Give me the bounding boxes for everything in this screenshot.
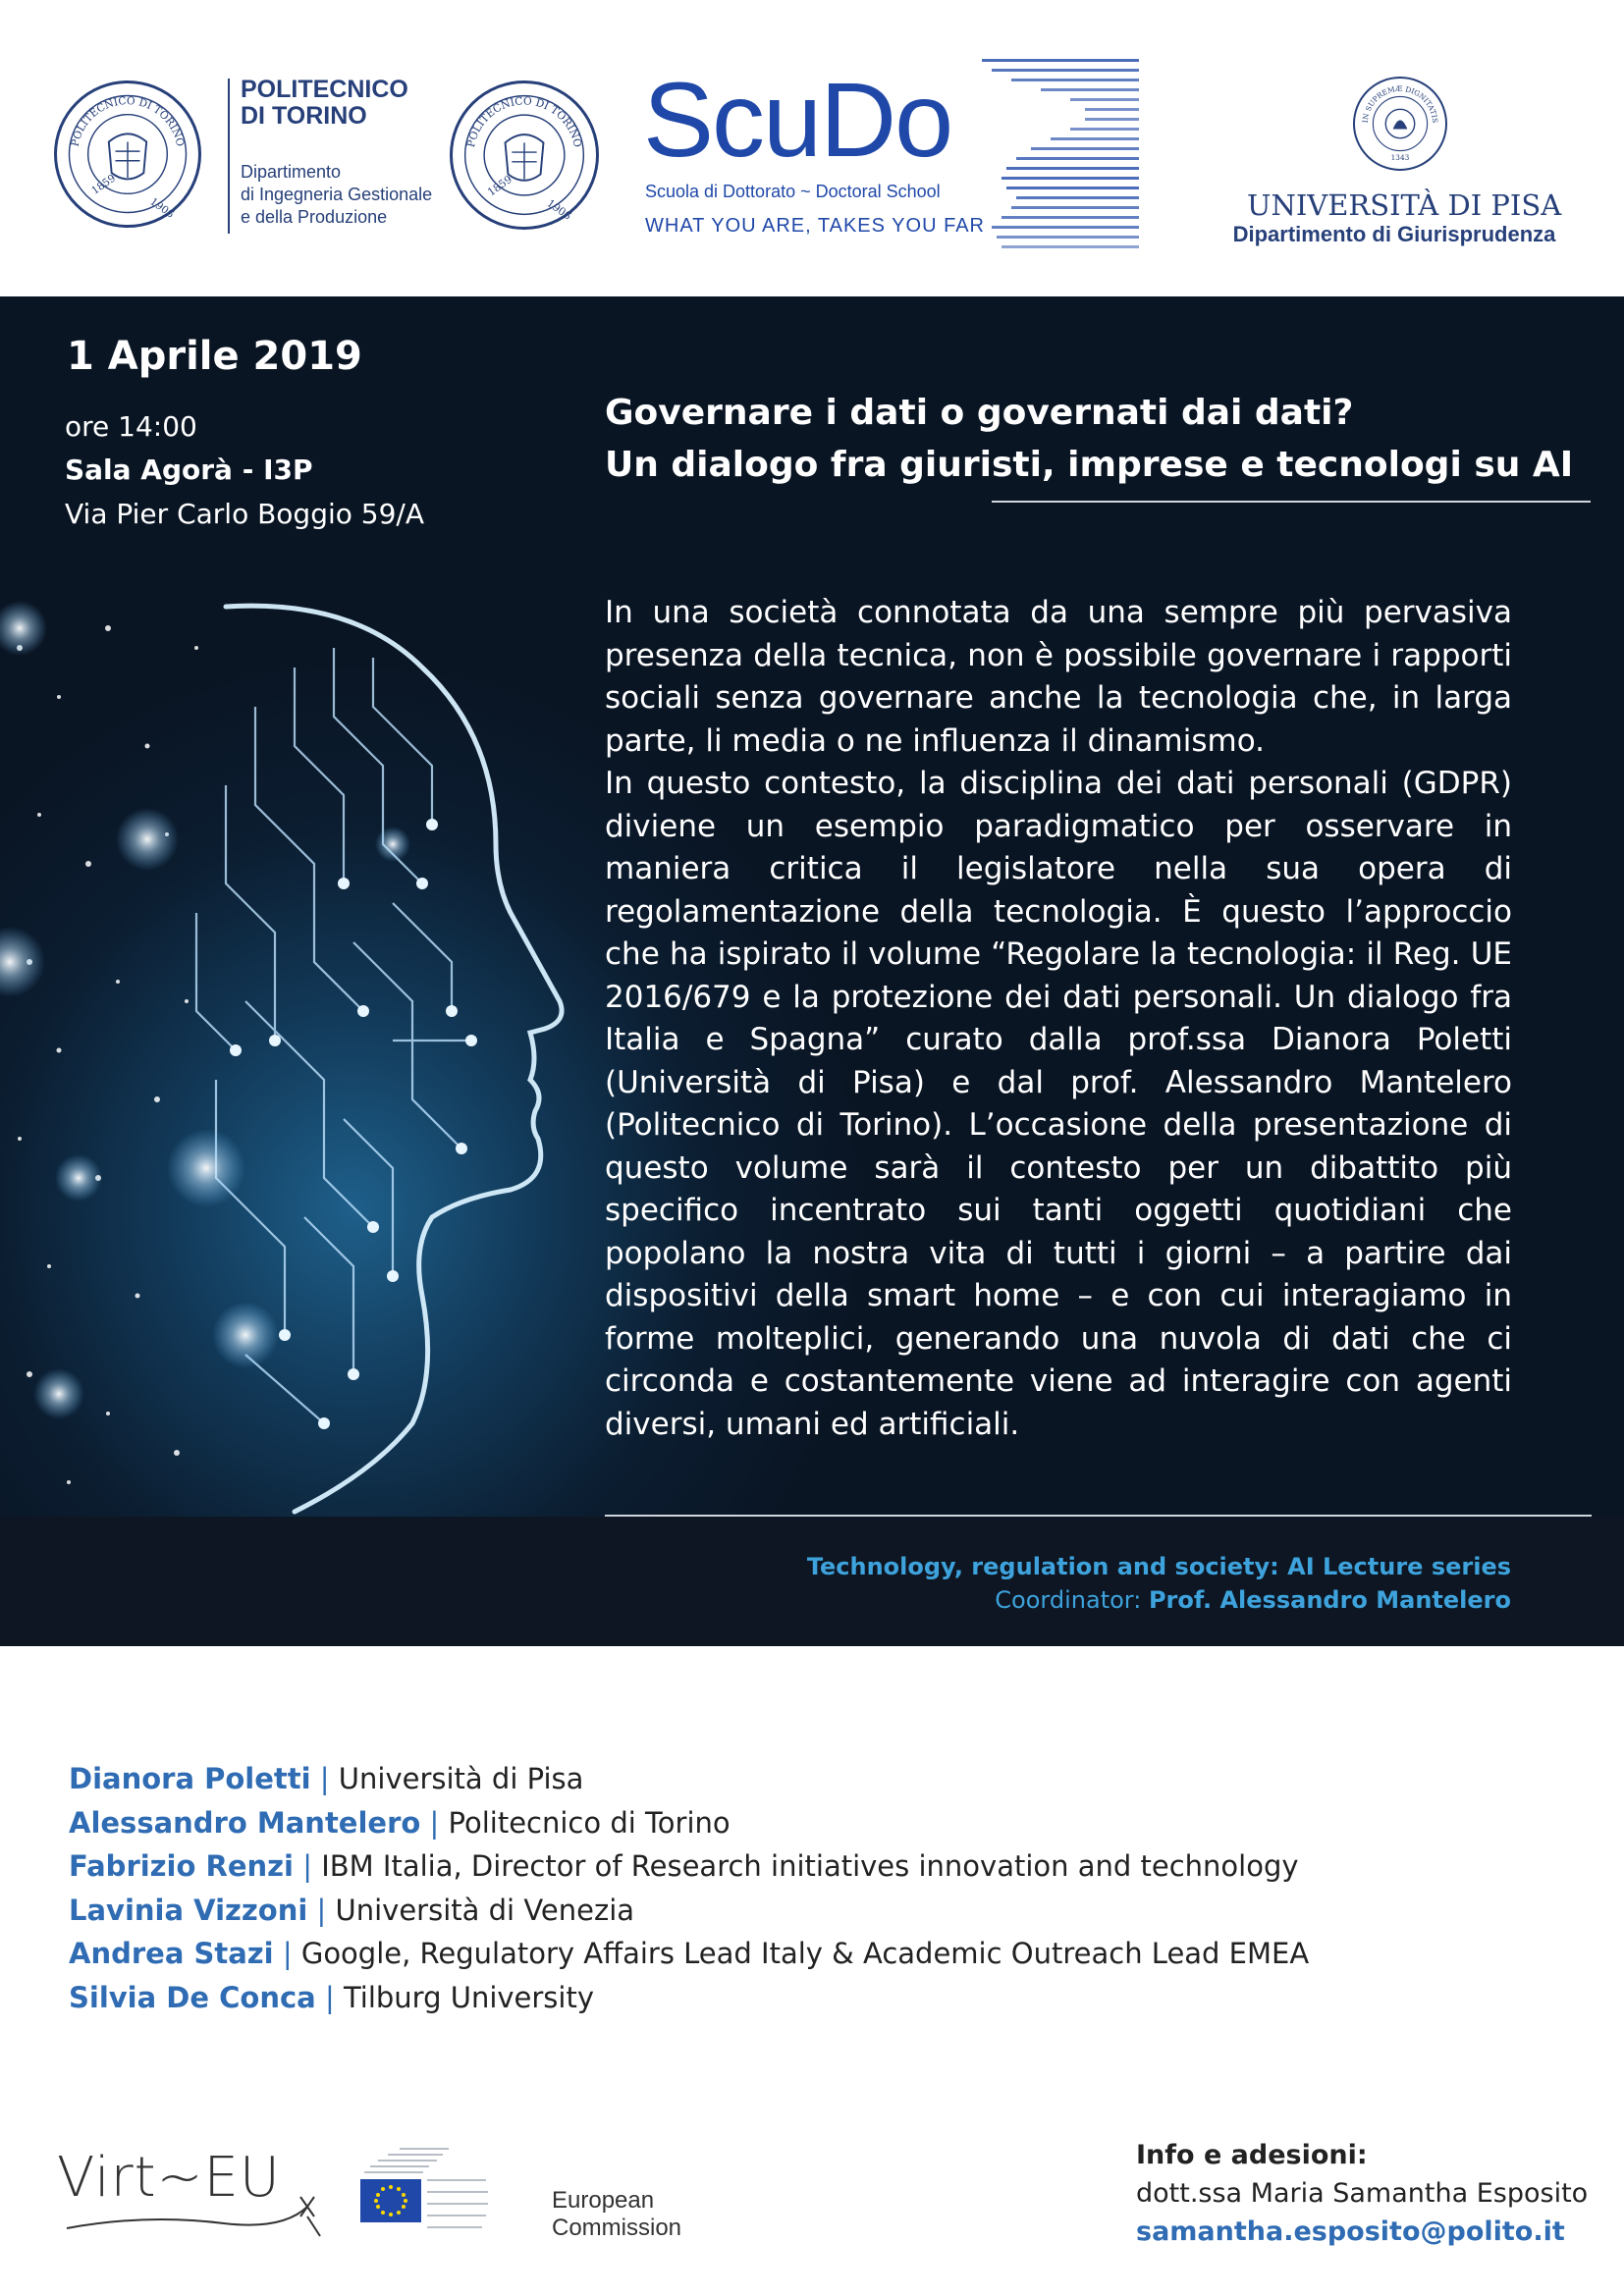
event-description — [605, 592, 1512, 1446]
polito-seal-text: POLITECNICO DI TORINO — [69, 94, 187, 148]
ec-line2: Commission — [552, 2215, 682, 2241]
speaker-name: Dianora Poletti — [69, 1762, 311, 1795]
ai-head-illustration — [0, 589, 589, 1517]
polito-seal-year-right: 1906 — [147, 195, 177, 221]
coordinator-label: Coordinator: — [995, 1586, 1149, 1614]
info-contact-name: dott.ssa Maria Samantha Esposito — [1136, 2178, 1589, 2209]
unipi-department: Dipartimento di Giurisprudenza — [1232, 222, 1556, 246]
speaker-row — [69, 1801, 1542, 1845]
hero-band-footer — [0, 1517, 1624, 1646]
polito-dept-line2: di Ingegneria Gestionale — [241, 185, 433, 204]
event-room: Sala Agorà - I3P — [65, 454, 313, 486]
speaker-separator: | — [293, 1849, 322, 1884]
speaker-separator: | — [315, 1980, 344, 2014]
svg-text:IN SUPREMÆ DIGNITATIS — [1361, 84, 1439, 124]
polito-divider — [228, 79, 230, 234]
event-date: 1 Aprile 2019 — [67, 334, 362, 379]
virteu-logo: Virt~EU — [57, 2146, 281, 2210]
description-divider — [605, 1515, 1592, 1517]
event-time: ore 14:00 — [65, 410, 197, 443]
speaker-row — [69, 1844, 1542, 1889]
speaker-separator: | — [310, 1762, 339, 1795]
speaker-affiliation: IBM Italia, Director of Research initiatives innovation and technology — [321, 1849, 1299, 1884]
polito-seal2-year-left: 1859 — [485, 173, 514, 199]
speaker-row — [69, 1932, 1542, 1976]
polito-department — [241, 161, 466, 229]
speaker-row — [69, 1976, 1542, 2020]
lecture-series-coordinator — [995, 1586, 1511, 1614]
speaker-affiliation: Università di Pisa — [338, 1762, 584, 1795]
speaker-separator: | — [420, 1805, 449, 1840]
speaker-row — [69, 1889, 1542, 1933]
european-commission-icon — [358, 2146, 496, 2244]
speaker-affiliation: Tilburg University — [343, 1980, 595, 2014]
description-paragraph-1: In una società connotata da una sempre più pervasiva presenza della tecnica, non è possibile governare i rapporti sociali senza governare anche la tecnologia che, in larga parte, li media o ne influenza il dinamismo. — [605, 595, 1512, 759]
polito-seal-secondary — [450, 80, 599, 230]
svg-text:POLITECNICO DI TORINO — [70, 95, 187, 148]
speaker-separator: | — [307, 1893, 336, 1927]
speaker-name: Silvia De Conca — [69, 1980, 316, 2014]
speaker-name: Alessandro Mantelero — [69, 1805, 421, 1840]
event-address: Via Pier Carlo Boggio 59/A — [65, 498, 425, 530]
scudo-wave-graphic — [972, 55, 1149, 256]
polito-name-line1: POLITECNICO — [241, 76, 408, 103]
speaker-name: Fabrizio Renzi — [69, 1849, 294, 1884]
event-title: Governare i dati o governati dai dati? — [605, 393, 1354, 433]
svg-text:POLITECNICO DI TORINO — [464, 94, 584, 148]
speaker-row — [69, 1757, 1542, 1801]
speaker-name: Lavinia Vizzoni — [69, 1893, 308, 1927]
info-title: Info e adesioni: — [1136, 2140, 1368, 2170]
polito-seal — [54, 80, 201, 228]
unipi-seal-year: 1343 — [1390, 152, 1410, 162]
polito-seal2-year-right: 1906 — [544, 196, 574, 223]
european-commission-label — [552, 2187, 681, 2242]
unipi-name: UNIVERSITÀ DI PISA — [1247, 188, 1562, 222]
ec-line1: European — [552, 2187, 655, 2214]
speaker-separator: | — [273, 1937, 301, 1971]
virteu-swoosh-icon — [57, 2169, 322, 2248]
polito-seal2-text: POLITECNICO DI TORINO — [464, 94, 584, 149]
scudo-logo: ScuDo — [643, 60, 952, 179]
lecture-series-title: Technology, regulation and society: AI Lecture series — [806, 1553, 1511, 1580]
speaker-affiliation: Università di Venezia — [335, 1893, 635, 1927]
title-divider — [992, 501, 1591, 503]
scudo-tagline: WHAT YOU ARE, TAKES YOU FAR — [645, 215, 985, 237]
coordinator-name: Prof. Alessandro Mantelero — [1148, 1586, 1511, 1614]
unipi-seal — [1353, 77, 1447, 171]
unipi-seal-text: IN SUPREMÆ DIGNITATIS — [1360, 83, 1440, 124]
scudo-subtitle: Scuola di Dottorato ~ Doctoral School — [645, 182, 941, 201]
speaker-name: Andrea Stazi — [69, 1937, 274, 1971]
description-paragraph-2: In questo contesto, la disciplina dei dati personali (GDPR) diviene un esempio paradigmatico per osservare in maniera critica il legislatore nella sua opera di regolamentazione della tecnologia. È questo l’approccio che ha ispirato il volume “Regolare la tecnologia: il Reg. UE 2016/679 e la protezione dei dati personali. Un dialogo fra Italia e Spagna” curato dalla prof.ssa Dianora Poletti (Università di Pisa) e dal prof. Alessandro Mantelero (Politecnico di Torino). L’occasione della presentazione di questo volume sarà il contesto per un dibattito più specifico incentrato sui tanti oggetti quotidiani che popolano la nostra vita di tutti i giorni – a partire dai dispositivi della smart home – e con cui interagiamo in forme molteplici, generando una nuvola di dati che ci circonda e costantemente viene ad interagire con agenti diversi, umani ed artificiali. — [605, 766, 1512, 1442]
speaker-list — [69, 1757, 1542, 2020]
speaker-affiliation: Politecnico di Torino — [448, 1805, 731, 1840]
polito-dept-line3: e della Produzione — [241, 207, 388, 227]
polito-dept-line1: Dipartimento — [241, 162, 342, 182]
speaker-affiliation: Google, Regulatory Affairs Lead Italy & Academic Outreach Lead EMEA — [300, 1937, 1310, 1971]
info-email-link[interactable]: samantha.esposito@polito.it — [1136, 2216, 1565, 2247]
polito-seal-year-left: 1859 — [89, 172, 119, 197]
event-subtitle: Un dialogo fra giuristi, imprese e tecnologi su AI — [605, 445, 1574, 485]
polito-name-line2: DI TORINO — [241, 102, 367, 130]
polito-name — [241, 77, 466, 130]
